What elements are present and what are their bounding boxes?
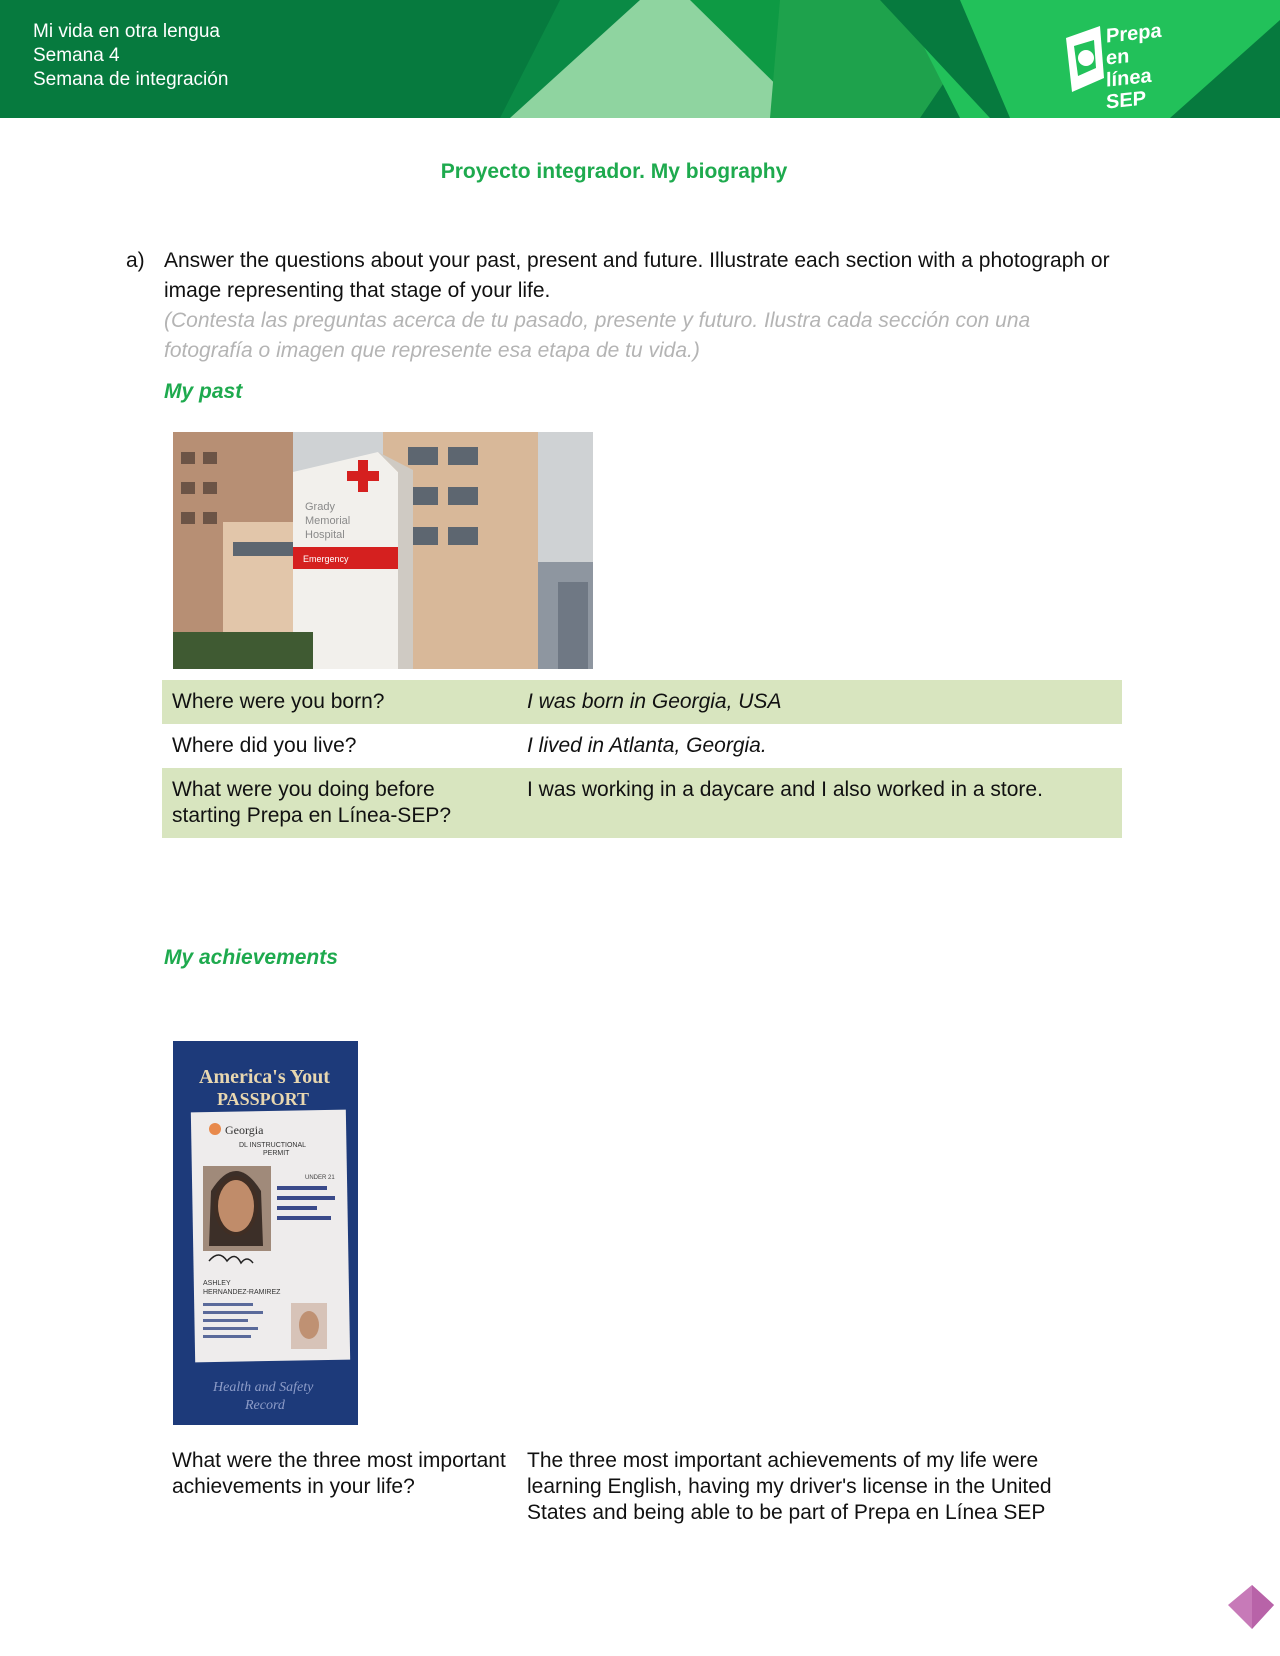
list-marker: a) xyxy=(126,249,145,272)
hospital-sign-line-1: Grady xyxy=(305,501,335,513)
past-answer-3: I was working in a daycare and I also worked in a store. xyxy=(517,768,1122,838)
passport-title-line-2: PASSPORT xyxy=(217,1089,310,1109)
logo-text xyxy=(1106,18,1176,113)
logo-line-3: SEP xyxy=(1106,87,1147,114)
header-course-info xyxy=(33,20,228,92)
logo-line-1: Prepa en xyxy=(1106,19,1162,70)
table-row xyxy=(162,1448,1122,1526)
table-row xyxy=(162,768,1122,838)
week-label: Semana 4 xyxy=(33,45,120,66)
past-answer-1: I was born in Georgia, USA xyxy=(517,680,1122,724)
permit-title-line-2: PERMIT xyxy=(263,1150,290,1157)
permit-title-line-1: DL INSTRUCTIONAL xyxy=(239,1142,307,1149)
hospital-photo xyxy=(173,432,593,669)
past-question-1: Where were you born? xyxy=(162,680,517,724)
past-table xyxy=(162,680,1122,838)
document-title: Proyecto integrador. My biography xyxy=(440,160,788,183)
past-question-3: What were you doing before starting Prepa en Línea-SEP? xyxy=(162,768,517,838)
passport-footer-line-1: Health and Safety xyxy=(213,1380,314,1395)
corner-diamond-icon xyxy=(1222,1581,1278,1633)
achievements-answer: The three most important achievements of my life were learning English, having my driver's license in the United States and being able to be part of Prepa en Línea SEP xyxy=(527,1449,1052,1524)
passport-footer-line-2: Record xyxy=(245,1398,285,1413)
achievements-question: What were the three most important achievements in your life? xyxy=(172,1449,506,1498)
table-row xyxy=(162,680,1122,724)
passport-title-line-1: America's Yout xyxy=(199,1066,330,1088)
past-question-2: Where did you live? xyxy=(172,734,357,757)
logo-line-2: línea xyxy=(1106,64,1152,92)
hospital-sign-line-2: Memorial xyxy=(305,515,351,527)
page-header xyxy=(0,0,1280,118)
permit-name-line-2: HERNANDEZ-RAMIREZ xyxy=(203,1289,281,1296)
section-label: Semana de integración xyxy=(33,69,229,90)
instruction-text: Answer the questions about your past, present and future. Illustrate each section with a photograph or image representing that stage of your life. xyxy=(164,249,1110,302)
permit-name-line-1: ASHLEY xyxy=(203,1280,231,1287)
hospital-sign-emergency: Emergency xyxy=(303,554,349,564)
permit-under-21: UNDER 21 xyxy=(305,1175,335,1181)
past-answer-2: I lived in Atlanta, Georgia. xyxy=(527,734,767,757)
table-row xyxy=(162,724,1122,768)
achievements-table xyxy=(162,1448,1122,1526)
permit-state: Georgia xyxy=(225,1123,264,1137)
course-name: Mi vida en otra lengua xyxy=(33,21,220,42)
hospital-sign-line-3: Hospital xyxy=(305,529,345,541)
past-heading: My past xyxy=(164,380,243,403)
achievements-heading: My achievements xyxy=(164,946,338,969)
instruction-translation: (Contesta las preguntas acerca de tu pasado, presente y futuro. Ilustra cada sección con una fotografía o imagen que represente esa etapa de tu vida.) xyxy=(164,309,1031,362)
id-permit-photo xyxy=(173,1041,358,1425)
